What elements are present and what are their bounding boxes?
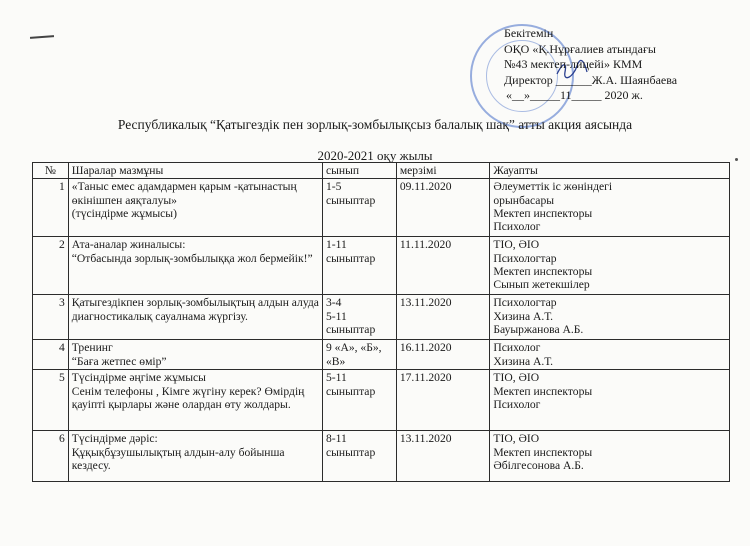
responsible-line: Мектеп инспекторы (493, 384, 593, 398)
content-line: қауіпті қырлары және олардан өту жолдары. (71, 397, 291, 411)
approval-line: «__»_____11_____ 2020 ж. (506, 88, 643, 102)
row-date: 17.11.2020 (396, 370, 490, 431)
row-responsible (490, 179, 730, 237)
responsible-line: Психолог (493, 220, 541, 234)
content-line: Ата-аналар жиналысы: (71, 238, 186, 252)
content-line: Сенім телефоны , Кімге жүгіну керек? Өмірдің (71, 384, 305, 398)
row-responsible (490, 237, 730, 295)
content-line: Түсіндірме әңгіме жұмысы (71, 371, 206, 385)
responsible-line: Мектеп инспекторы (493, 206, 593, 220)
responsible-line: Хизина А.Т. (493, 309, 554, 323)
responsible-line: Мектеп инспекторы (493, 264, 593, 278)
table-row (33, 431, 730, 482)
header-content: Шаралар мазмұны (68, 163, 322, 179)
row-class (322, 237, 396, 295)
row-class (322, 295, 396, 340)
row-class (322, 431, 396, 482)
row-number: 5 (33, 370, 69, 431)
content-line: диагностикалық сауалнама жүргізу. (71, 309, 248, 323)
header-num: № (33, 163, 69, 179)
row-responsible (490, 431, 730, 482)
responsible-line: Хизина А.Т. (493, 354, 554, 368)
responsible-line: Бауыржанова А.Б. (493, 322, 584, 336)
responsible-line: ТІО, ӘІО (493, 371, 540, 385)
content-line: Құқықбұзушылықтың алдын-алу бойынша (71, 445, 285, 459)
row-content (68, 295, 322, 340)
row-date: 16.11.2020 (396, 340, 490, 370)
header-class: сынып (322, 163, 396, 179)
responsible-line: Сынып жетекшілер (493, 278, 590, 292)
content-line: “Отбасында зорлық-зомбылыққа жол бермейік!” (71, 251, 313, 265)
content-line: Түсіндірме дәріс: (71, 432, 158, 446)
table-row (33, 237, 730, 295)
class-line: сыныптар (325, 322, 376, 336)
responsible-line: орынбасары (493, 193, 555, 207)
class-line: 5-11 (325, 309, 347, 323)
content-line: Тренинг (71, 341, 113, 355)
responsible-line: Психологтар (493, 296, 557, 310)
content-line: өкінішпен аяқталуы» (71, 193, 177, 207)
table-row (33, 295, 730, 340)
content-line: “Баға жетпес өмір” (71, 354, 167, 368)
row-content (68, 179, 322, 237)
row-content (68, 370, 322, 431)
responsible-line: ТІО, ӘІО (493, 432, 540, 446)
class-line: «В» (325, 354, 346, 368)
content-line: Қатыгездікпен зорлық-зомбылықтың алдын алуда (71, 296, 319, 310)
class-line: сыныптар (325, 251, 376, 265)
class-line: сыныптар (325, 445, 376, 459)
row-date: 09.11.2020 (396, 179, 490, 237)
events-table (32, 162, 730, 482)
class-line: сыныптар (325, 384, 376, 398)
row-content (68, 237, 322, 295)
row-responsible (490, 340, 730, 370)
class-line: 8-11 (325, 432, 347, 446)
approval-line: №43 мектеп-лицейі» КММ (504, 57, 643, 71)
table-row (33, 340, 730, 370)
row-class (322, 370, 396, 431)
row-date: 11.11.2020 (396, 237, 490, 295)
row-number: 2 (33, 237, 69, 295)
row-content (68, 340, 322, 370)
class-line: 5-11 (325, 371, 347, 385)
header-date: мерзімі (396, 163, 490, 179)
row-class (322, 179, 396, 237)
class-line: 1-5 (325, 180, 342, 194)
approval-line: ОҚО «Қ.Нұрғалиев атындағы (504, 41, 656, 56)
class-line: сыныптар (325, 193, 376, 207)
responsible-line: Әбілгесонова А.Б. (493, 458, 584, 472)
responsible-line: Психологтар (493, 251, 557, 265)
row-number: 1 (33, 179, 69, 237)
table-header-row (33, 163, 730, 179)
approval-line: Бекітемін (504, 26, 554, 40)
document-title: Республикалық “Қатыгездік пен зорлық-зомбылықсыз балалық шақ” атты акция аясында (117, 117, 633, 132)
responsible-line: Әлеуметтік іс жөніндегі (493, 180, 613, 194)
row-responsible (490, 295, 730, 340)
row-number: 3 (33, 295, 69, 340)
class-line: 1-11 (325, 238, 347, 252)
responsible-line: Мектеп инспекторы (493, 445, 593, 459)
class-line: 3-4 (325, 296, 342, 310)
row-date: 13.11.2020 (396, 295, 490, 340)
approval-block (504, 26, 677, 104)
content-line: (түсіндірме жұмысы) (71, 206, 177, 220)
row-content (68, 431, 322, 482)
row-responsible (490, 370, 730, 431)
scan-speck (735, 158, 738, 161)
table-row (33, 370, 730, 431)
approval-line: Директор ______Ж.А. Шаянбаева (504, 72, 678, 87)
corner-dash (30, 35, 54, 39)
responsible-line: Психолог (493, 397, 541, 411)
row-number: 4 (33, 340, 69, 370)
content-line: кездесу. (71, 458, 111, 472)
academic-year: 2020-2021 оқу жылы (317, 148, 433, 163)
responsible-line: Психолог (493, 341, 541, 355)
class-line: 9 «А», «Б», (325, 341, 382, 355)
row-class (322, 340, 396, 370)
row-date: 13.11.2020 (396, 431, 490, 482)
table-row (33, 179, 730, 237)
row-number: 6 (33, 431, 69, 482)
responsible-line: ТІО, ӘІО (493, 238, 540, 252)
header-responsible: Жауапты (490, 163, 730, 179)
content-line: «Таныс емес адамдармен қарым -қатынастың (71, 180, 297, 194)
